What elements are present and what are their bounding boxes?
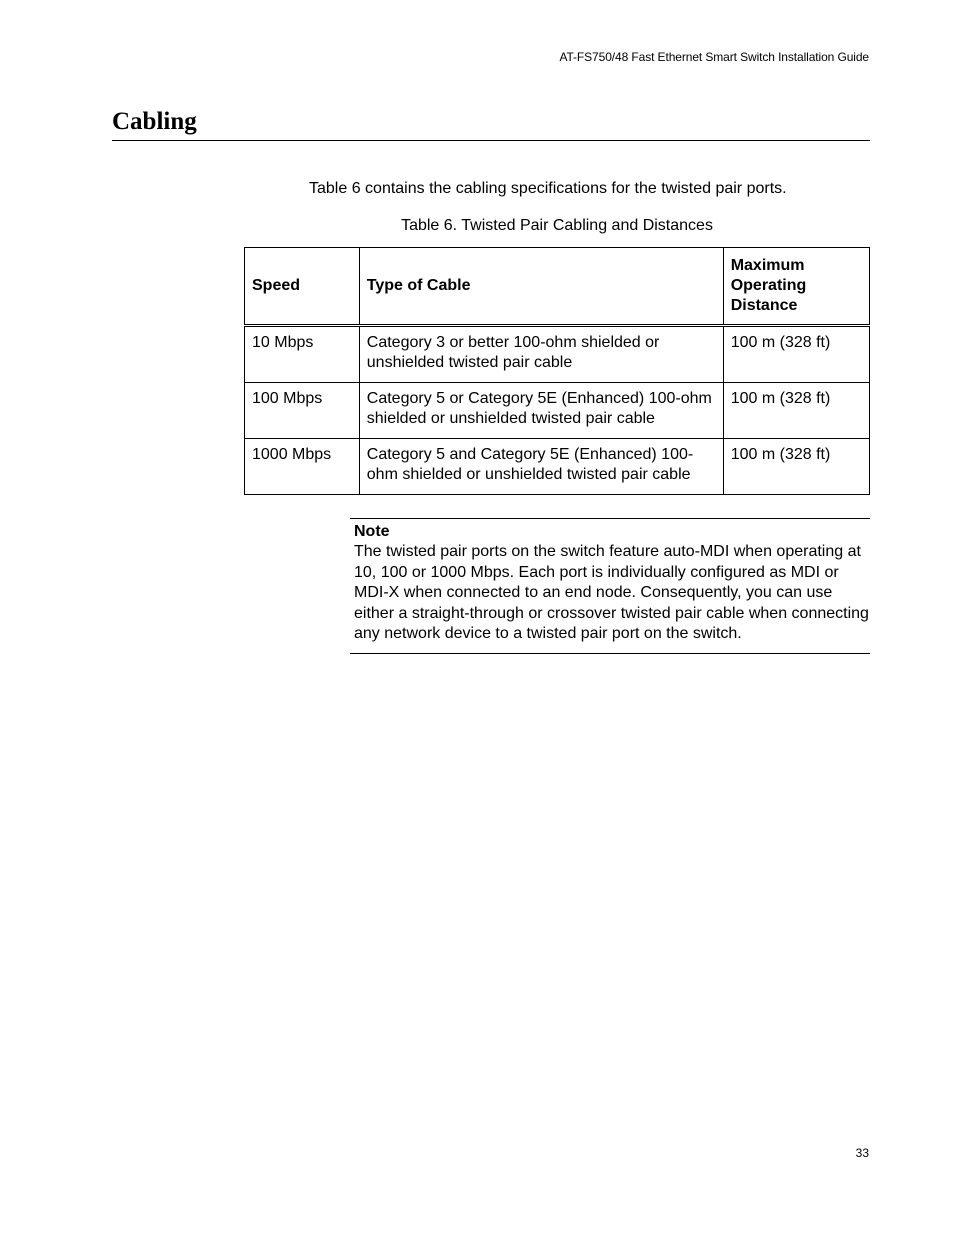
- note-box: [350, 518, 870, 654]
- note-heading: Note: [354, 523, 390, 540]
- table-row: [245, 383, 870, 439]
- cell-cable-type: Category 3 or better 100-ohm shielded or unshielded twisted pair cable: [359, 326, 723, 383]
- table-row: [245, 326, 870, 383]
- cabling-table: [244, 247, 870, 495]
- cell-speed: 10 Mbps: [245, 326, 360, 383]
- table-row: [245, 439, 870, 495]
- title-rule: [112, 140, 870, 141]
- cell-cable-type: Category 5 and Category 5E (Enhanced) 100-ohm shielded or unshielded twisted pair cable: [359, 439, 723, 495]
- intro-paragraph: Table 6 contains the cabling specifications for the twisted pair ports.: [309, 180, 787, 197]
- page-number: 33: [855, 1146, 869, 1160]
- cell-distance: 100 m (328 ft): [723, 439, 869, 495]
- column-header-max-distance: Maximum Operating Distance: [723, 248, 869, 326]
- cell-speed: 1000 Mbps: [245, 439, 360, 495]
- table-header-row: [245, 248, 870, 326]
- running-header: AT-FS750/48 Fast Ethernet Smart Switch Installation Guide: [559, 50, 869, 64]
- column-header-type-of-cable: Type of Cable: [359, 248, 723, 326]
- cell-distance: 100 m (328 ft): [723, 326, 869, 383]
- table-caption: Table 6. Twisted Pair Cabling and Distances: [401, 217, 713, 234]
- cell-speed: 100 Mbps: [245, 383, 360, 439]
- note-body: The twisted pair ports on the switch feature auto-MDI when operating at 10, 100 or 1000 Mbps. Each port is individually configured as MDI or MDI-X when connected to an end node. Consequently, you can use either a straight-through or crossover twisted pair cable when connecting any network device to a twisted pair port on the switch.: [354, 543, 869, 643]
- column-header-speed: Speed: [245, 248, 360, 326]
- cell-cable-type: Category 5 or Category 5E (Enhanced) 100-ohm shielded or unshielded twisted pair cable: [359, 383, 723, 439]
- section-title: Cabling: [112, 108, 197, 135]
- cell-distance: 100 m (328 ft): [723, 383, 869, 439]
